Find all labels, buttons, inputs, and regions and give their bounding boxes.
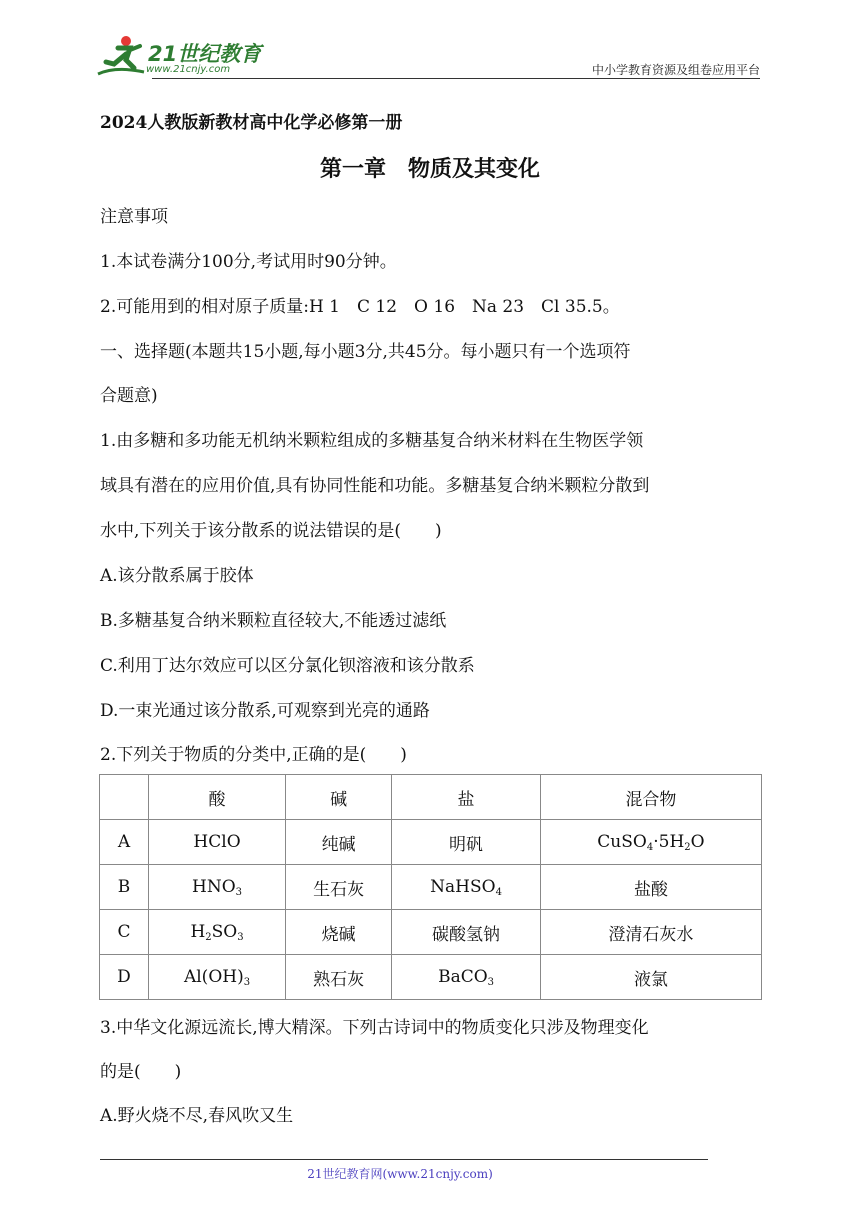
page-header: [96, 34, 760, 80]
question-1-option-a: A.该分散系属于胶体: [100, 566, 254, 586]
mixture-cell: 液氯: [540, 955, 761, 1000]
table-header-cell: 碱: [286, 775, 392, 820]
notes-heading: 注意事项: [100, 207, 168, 227]
mixture-cell: $CuSO_4\cdot 5H_2O$: [540, 820, 761, 865]
note-item: 1.本试卷满分100分,考试用时90分钟。: [100, 252, 397, 272]
row-label: B: [100, 865, 149, 910]
table-row: [100, 955, 762, 1000]
table-header-cell: 混合物: [540, 775, 761, 820]
row-label: C: [100, 910, 149, 955]
question-3-stem-cont: 的是( ): [100, 1062, 182, 1082]
question-1-option-b: B.多糖基复合纳米颗粒直径较大,不能透过滤纸: [100, 611, 447, 631]
table-header-row: [100, 775, 762, 820]
question-1-stem: 1.由多糖和多功能无机纳米颗粒组成的多糖基复合纳米材料在生物医学领: [100, 431, 644, 451]
table-header-cell: [100, 775, 149, 820]
acid-cell: HClO: [149, 820, 286, 865]
table-header-cell: 盐: [392, 775, 541, 820]
footer-divider: [100, 1159, 708, 1160]
acid-cell: $H_2SO_3$: [149, 910, 286, 955]
logo-text: 21世纪教育: [148, 42, 262, 66]
runner-logo-icon: [96, 34, 148, 78]
mixture-cell: 盐酸: [540, 865, 761, 910]
question-1-option-d: D.一束光通过该分散系,可观察到光亮的通路: [100, 701, 430, 721]
question-3-option-a: A.野火烧不尽,春风吹又生: [100, 1106, 294, 1126]
acid-cell: $Al(OH)_3$: [149, 955, 286, 1000]
logo-url: www.21cnjy.com: [146, 64, 231, 75]
table-row: [100, 865, 762, 910]
classification-table: [99, 774, 762, 1000]
base-cell: 纯碱: [286, 820, 392, 865]
acid-cell: $HNO_3$: [149, 865, 286, 910]
book-title: 2024人教版新教材高中化学必修第一册: [100, 113, 403, 133]
question-3-stem: 3.中华文化源远流长,博大精深。下列古诗词中的物质变化只涉及物理变化: [100, 1018, 649, 1038]
base-cell: 生石灰: [286, 865, 392, 910]
mixture-cell: 澄清石灰水: [540, 910, 761, 955]
chapter-title: 第一章 物质及其变化: [319, 156, 540, 182]
table-header-cell: 酸: [149, 775, 286, 820]
salt-cell: 明矾: [392, 820, 541, 865]
question-1-stem: 水中,下列关于该分散系的说法错误的是( ): [100, 521, 442, 541]
question-1-option-c: C.利用丁达尔效应可以区分氯化钡溶液和该分散系: [100, 656, 475, 676]
header-divider: [152, 78, 760, 79]
salt-cell: NaHSO$_4$: [392, 865, 541, 910]
salt-cell: BaCO$_3$: [392, 955, 541, 1000]
question-1-stem: 域具有潜在的应用价值,具有协同性能和功能。多糖基复合纳米颗粒分散到: [100, 476, 650, 496]
section-heading-cont: 合题意): [100, 386, 158, 406]
base-cell: 熟石灰: [286, 955, 392, 1000]
row-label: A: [100, 820, 149, 865]
base-cell: 烧碱: [286, 910, 392, 955]
table-row: [100, 820, 762, 865]
platform-label: 中小学教育资源及组卷应用平台: [591, 63, 760, 77]
salt-cell: 碳酸氢钠: [392, 910, 541, 955]
row-label: D: [100, 955, 149, 1000]
table-row: [100, 910, 762, 955]
note-item: 2.可能用到的相对原子质量:H 1 C 12 O 16 Na 23 Cl 35.5。: [100, 297, 620, 317]
section-heading: 一、选择题(本题共15小题,每小题3分,共45分。每小题只有一个选项符: [100, 342, 631, 362]
footer-source: 21世纪教育网(www.21cnjy.com): [307, 1167, 493, 1181]
question-2-stem: 2.下列关于物质的分类中,正确的是( ): [100, 745, 407, 765]
site-logo: [96, 34, 266, 78]
